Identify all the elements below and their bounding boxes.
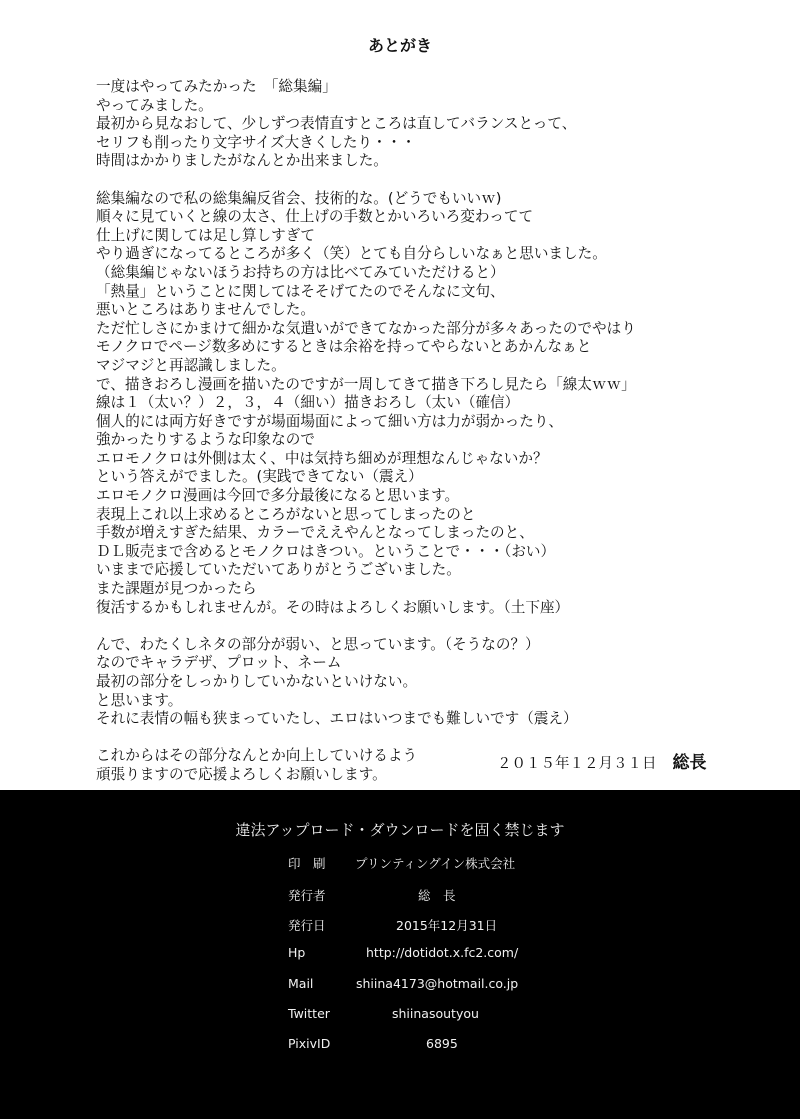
text-line: いままで応援していただいてありがとうございました。 [96, 561, 461, 579]
colophon-row-pixiv [288, 1036, 458, 1051]
text-line: 最初から見なおして、少しずつ表情直すところは直してバランスとって、 [96, 115, 577, 133]
colophon-row-twitter [288, 1006, 479, 1021]
text-line: セリフも削ったり文字サイズ大きくしたり・・・ [96, 133, 416, 151]
text-line: やってみました。 [96, 96, 213, 114]
text-line: それに表情の幅も狭まっていたし、エロはいつまでも難しいです（震え） [96, 710, 578, 728]
date: ２０１５年１２月３１日 [497, 756, 657, 772]
colophon-value: 2015年12月31日 [396, 918, 498, 933]
colophon-value: shiinasoutyou [392, 1006, 479, 1021]
text-line: で、描きおろし漫画を描いたのですが一周してきて描き下ろし見たら「線太ｗｗ」 [96, 375, 636, 393]
text-line: 線は１（太い？）２，３，４（細い）描きおろし（太い（確信） [96, 394, 520, 412]
colophon-label: Hp [288, 945, 306, 960]
text-line: 最初の部分をしっかりしていかないといけない。 [96, 673, 418, 690]
colophon-row-date [288, 916, 498, 934]
colophon-value: 総 長 [418, 888, 456, 903]
text-line: モノクロでページ数多めにするときは余裕を持ってやらないとあかんなぁと [96, 338, 592, 356]
text-line: 総集編なので私の総集編反省会、技術的な。(どうでもいいｗ) [96, 189, 502, 207]
text-line: 表現上これ以上求めるところがないと思ってしまったのと [96, 505, 476, 523]
paragraph [96, 78, 776, 171]
text-line: ＤＬ販売まで含めるとモノクロはきつい。ということで・・・（おい） [96, 542, 556, 560]
homepage-link[interactable]: http://dotidot.x.fc2.com/ [366, 945, 519, 960]
colophon-label: Mail [288, 976, 314, 991]
colophon-row-mail [288, 976, 519, 991]
text-line: エロモノクロは外側は太く、中は気持ち細めが理想なんじゃないか？ [96, 449, 548, 467]
text-line: 仕上げに関しては足し算しすぎて [96, 226, 315, 244]
colophon [0, 790, 800, 1119]
afterword-body [96, 78, 776, 785]
colophon-value: プリンティングイン株式会社 [355, 856, 516, 871]
colophon-row-homepage [288, 945, 519, 960]
colophon-row-printer [288, 854, 516, 872]
signature: 総長 [672, 753, 707, 773]
email-link[interactable]: shiina4173@hotmail.co.jp [356, 976, 519, 991]
colophon-value: 6895 [426, 1036, 458, 1051]
text-line: んで、わたくしネタの部分が弱い、と思っています。（そうなの？） [96, 635, 540, 653]
text-line: やり過ぎになってるところが多く（笑）とても自分らしいなぁと思いました。 [96, 245, 607, 263]
paragraph [96, 636, 776, 729]
text-line: 手数が増えすぎた結果、カラーでええやんとなってしまったのと、 [96, 524, 534, 542]
paragraph-gap [96, 617, 776, 636]
text-line: 個人的には両方好きですが場面場面によって細い方は力が弱かったり、 [96, 412, 564, 430]
text-line: 悪いところはありませんでした。 [96, 301, 315, 319]
text-line: と思います。 [96, 691, 183, 709]
colophon-label: 印 刷 [288, 856, 326, 871]
colophon-label: 発行日 [288, 918, 326, 933]
text-line: 時間はかかりましたがなんとか出来ました。 [96, 152, 388, 170]
text-line: ただ忙しさにかまけて細かな気遣いができてなかった部分が多々あったのでやはり [96, 319, 636, 337]
text-line: エロモノクロ漫画は今回で多分最後になると思います。 [96, 487, 460, 505]
text-line: なのでキャラデザ、プロット、ネーム [96, 654, 342, 672]
text-line: 順々に見ていくと線の太さ、仕上げの手数とかいろいろ変わってて [96, 208, 534, 226]
colophon-row-publisher [288, 886, 456, 904]
paragraph-gap [96, 171, 776, 190]
text-line: また課題が見つかったら [96, 580, 257, 598]
text-line: マジマジと再認識しました。 [96, 356, 286, 374]
text-line: 「熱量」ということに関してはそそげてたのでそんなに文句、 [96, 282, 505, 300]
colophon-label: Twitter [288, 1006, 330, 1021]
copyright-warning: 違法アップロード・ダウンロードを固く禁じます [235, 821, 565, 839]
text-line: これからはその部分なんとか向上していけるよう [96, 747, 418, 765]
paragraph-gap [96, 729, 776, 748]
text-line: 強かったりするような印象なので [96, 431, 315, 449]
page-title: あとがき [367, 36, 432, 55]
text-line: という答えがでました。(実践できてない（震え） [96, 468, 423, 486]
colophon-label: 発行者 [288, 888, 326, 903]
date-signature [497, 748, 707, 773]
text-line: 復活するかもしれませんが。その時はよろしくお願いします。（土下座） [96, 598, 570, 616]
text-line: 頑張りますので応援よろしくお願いします。 [96, 765, 387, 783]
text-line: （総集編じゃないほうお持ちの方は比べてみていただけると） [96, 263, 505, 281]
text-line: 一度はやってみたかった 「総集編」 [96, 78, 337, 95]
paragraph [96, 190, 776, 618]
colophon-label: PixivID [288, 1036, 331, 1051]
